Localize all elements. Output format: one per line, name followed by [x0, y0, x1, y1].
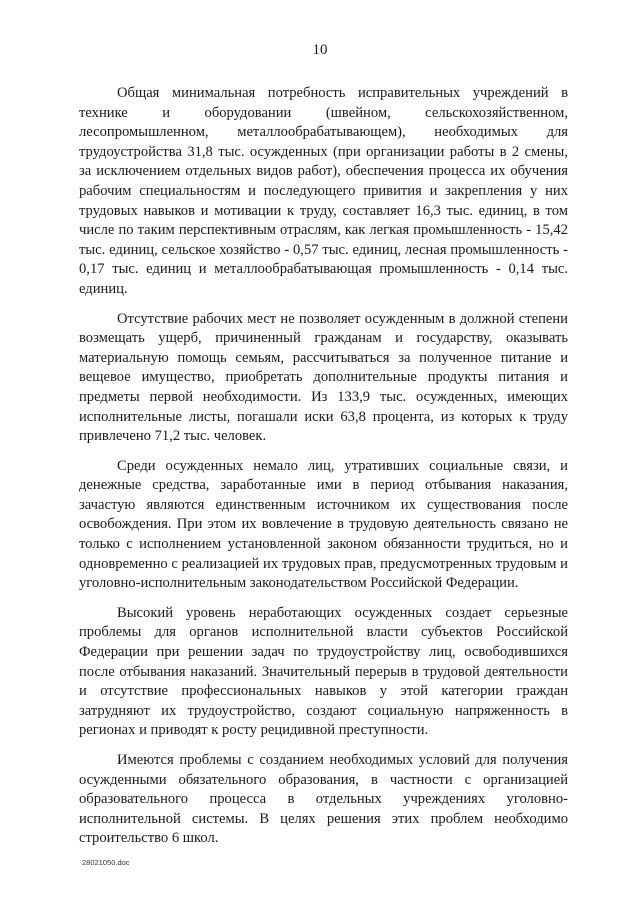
footer-filename: 28021050.doc — [82, 858, 130, 867]
paragraph-3: Среди осужденных немало лиц, утративших социальные связи, и денежные средства, заработанные ими в период отбывания наказания, зачастую являются единственным источником их существования после освобождения. При этом их вовлечение в трудовую деятельность связано не только с исполнением установленной законом обязанности трудиться, но и одновременно с реализацией их трудовых прав, предусмотренных трудовым и уголовно-исполнительным законодательством Российской Федерации. — [79, 457, 568, 592]
document-body — [79, 84, 568, 859]
page-number: 10 — [312, 42, 328, 58]
paragraph-2: Отсутствие рабочих мест не позволяет осужденным в должной степени возмещать ущерб, причиненный гражданам и государству, оказывать материальную помощь семьям, рассчитываться за полученное питание и вещевое имущество, приобретать дополнительные продукты питания и предметы первой необходимости. Из 133,9 тыс. осужденных, имеющих исполнительные листы, погашали иски 63,8 процента, из которых к труду привлечено 71,2 тыс. человек. — [79, 310, 568, 445]
paragraph-5: Имеются проблемы с созданием необходимых условий для получения осужденными обязательного образования, в частности с организацией образовательного процесса в отдельных учреждениях уголовно-исполнительной системы. В целях решения этих проблем необходимо строительство 6 школ. — [79, 752, 568, 847]
paragraph-4: Высокий уровень неработающих осужденных создает серьезные проблемы для органов исполнительной власти субъектов Российской Федерации при решении задач по трудоустройству лиц, освободившихся после отбывания наказаний. Значительный перерыв в трудовой деятельности и отсутствие профессиональных навыков у этой категории граждан затрудняют их трудоустройство, создают социальную напряженность в регионах и приводят к росту рецидивной преступности. — [79, 604, 568, 739]
paragraph-1: Общая минимальная потребность исправительных учреждений в технике и оборудовании (швейном, сельскохозяйственном, лесопромышленном, металлообрабатывающем), необходимых для трудоустройства 31,8 тыс. осужденных (при организации работы в 2 смены, за исключением отдельных видов работ), обеспечения процесса их обучения рабочим специальностям и последующего привития и закрепления у них трудовых навыков и мотивации к труду, составляет 16,3 тыс. единиц, в том числе по таким перспективным отраслям, как легкая промышленность - 15,42 тыс. единиц, сельское хозяйство - 0,57 тыс. единиц, лесная промышленность - 0,17 тыс. единиц и металлообрабатывающая промышленность - 0,14 тыс. единиц. — [79, 85, 568, 297]
